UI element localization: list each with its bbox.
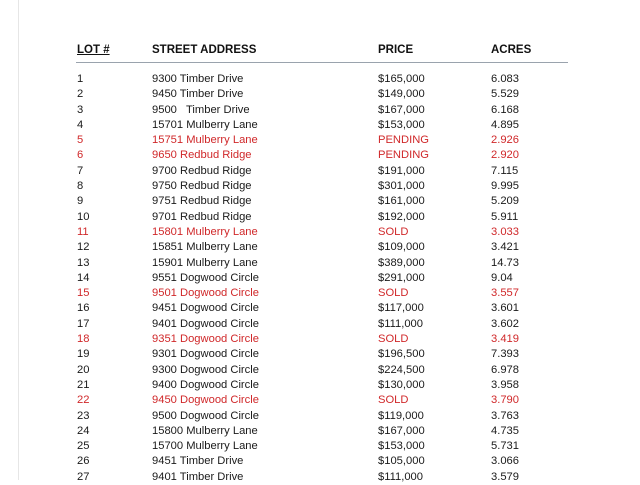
street-address-cell: 9450 Timber Drive	[152, 88, 244, 101]
lot-cell: 20	[77, 363, 90, 376]
table-row	[0, 409, 640, 424]
lot-cell: 14	[77, 271, 90, 284]
table-row	[0, 256, 640, 271]
acres-cell: 3.602	[491, 317, 519, 330]
price-cell: $165,000	[378, 73, 425, 85]
acres-cell: 2.920	[491, 149, 519, 162]
table-row	[0, 240, 640, 255]
price-cell: $161,000	[378, 195, 425, 208]
table-row	[0, 301, 640, 316]
price-cell: $109,000	[378, 241, 425, 254]
acres-cell: 9.995	[491, 180, 519, 193]
table-row	[0, 103, 640, 118]
price-cell: $130,000	[378, 378, 425, 391]
street-address-cell: 9300 Timber Drive	[152, 73, 244, 85]
price-cell: $191,000	[378, 164, 425, 177]
table-row	[0, 194, 640, 209]
table-row	[0, 179, 640, 194]
acres-cell: 5.731	[491, 440, 519, 453]
price-cell: SOLD	[378, 394, 409, 407]
acres-cell: 3.601	[491, 302, 519, 315]
street-address-cell: 15851 Mulberry Lane	[152, 241, 258, 254]
table-row	[0, 87, 640, 102]
street-address-cell: 9400 Dogwood Circle	[152, 378, 259, 391]
street-address-cell: 9351 Dogwood Circle	[152, 333, 259, 346]
street-address-cell: 9501 Dogwood Circle	[152, 287, 259, 300]
price-cell: $153,000	[378, 440, 425, 453]
price-cell: $111,000	[378, 317, 423, 330]
table-row	[0, 148, 640, 163]
street-address-cell: 15801 Mulberry Lane	[152, 225, 258, 238]
street-address-cell: 9450 Dogwood Circle	[152, 394, 259, 407]
price-cell: $301,000	[378, 180, 425, 193]
table-row	[0, 210, 640, 225]
street-address-cell: 15700 Mulberry Lane	[152, 440, 258, 453]
acres-cell: 6.978	[491, 363, 519, 376]
acres-cell: 3.557	[491, 287, 519, 300]
lot-cell: 13	[77, 256, 90, 269]
acres-cell: 3.419	[491, 333, 519, 346]
acres-cell: 6.083	[491, 73, 519, 85]
acres-cell: 5.911	[491, 210, 519, 223]
table-row	[0, 332, 640, 347]
table-row	[0, 363, 640, 378]
price-cell: $224,500	[378, 363, 425, 376]
street-address-cell: 15751 Mulberry Lane	[152, 134, 258, 147]
lot-cell: 24	[77, 424, 90, 437]
price-cell: PENDING	[378, 134, 429, 147]
price-cell: $105,000	[378, 455, 425, 468]
table-row	[0, 347, 640, 362]
table-row	[0, 439, 640, 454]
price-cell: $389,000	[378, 256, 425, 269]
table-row	[0, 454, 640, 469]
header-divider	[76, 62, 568, 63]
lot-cell: 19	[77, 348, 90, 361]
header-price: PRICE	[378, 44, 414, 56]
street-address-cell: 9300 Dogwood Circle	[152, 363, 259, 376]
street-address-cell: 9551 Dogwood Circle	[152, 271, 259, 284]
table-row	[0, 271, 640, 286]
table-row	[0, 317, 640, 332]
street-address-cell: 9701 Redbud Ridge	[152, 210, 252, 223]
price-cell: $111,000	[378, 470, 423, 483]
lot-cell: 11	[77, 225, 89, 238]
price-cell: $117,000	[378, 302, 424, 315]
price-cell: $119,000	[378, 409, 424, 422]
price-cell: $196,500	[378, 348, 425, 361]
street-address-cell: 9751 Redbud Ridge	[152, 195, 252, 208]
street-address-cell: 9750 Redbud Ridge	[152, 180, 252, 193]
acres-cell: 3.958	[491, 378, 519, 391]
lot-cell: 27	[77, 470, 90, 483]
lot-cell: 8	[77, 180, 84, 193]
street-address-cell: 9500 Timber Drive	[152, 103, 250, 116]
lot-cell: 10	[77, 210, 90, 223]
price-cell: PENDING	[378, 149, 429, 162]
lot-cell: 2	[77, 88, 84, 101]
lot-cell: 1	[77, 73, 84, 85]
acres-cell: 2.926	[491, 134, 519, 147]
price-cell: SOLD	[378, 287, 409, 300]
table-header	[0, 44, 640, 60]
table-row	[0, 225, 640, 240]
price-cell: $291,000	[378, 271, 425, 284]
acres-cell: 3.579	[491, 470, 519, 483]
acres-cell: 3.033	[491, 225, 519, 238]
street-address-cell: 9451 Dogwood Circle	[152, 302, 259, 315]
header-acres: ACRES	[491, 44, 532, 56]
acres-cell: 4.735	[491, 424, 519, 437]
lot-cell: 9	[77, 195, 84, 208]
price-cell: $153,000	[378, 118, 425, 131]
acres-cell: 9.04	[491, 271, 513, 284]
price-cell: $149,000	[378, 88, 425, 101]
acres-cell: 4.895	[491, 118, 519, 131]
acres-cell: 3.790	[491, 394, 519, 407]
table-row	[0, 133, 640, 148]
price-cell: SOLD	[378, 333, 409, 346]
table-row	[0, 378, 640, 393]
header-lot: LOT #	[77, 44, 110, 56]
acres-cell: 5.209	[491, 195, 519, 208]
lot-cell: 12	[77, 241, 90, 254]
table-row	[0, 424, 640, 439]
table-row	[0, 286, 640, 301]
acres-cell: 3.066	[491, 455, 519, 468]
acres-cell: 3.421	[491, 241, 519, 254]
street-address-cell: 15901 Mulberry Lane	[152, 256, 258, 269]
street-address-cell: 15701 Mulberry Lane	[152, 118, 258, 131]
lot-cell: 6	[77, 149, 84, 162]
street-address-cell: 9301 Dogwood Circle	[152, 348, 259, 361]
lot-cell: 18	[77, 333, 90, 346]
table-row	[0, 118, 640, 133]
street-address-cell: 9401 Dogwood Circle	[152, 317, 259, 330]
lot-cell: 23	[77, 409, 90, 422]
lot-cell: 17	[77, 317, 90, 330]
lot-cell: 15	[77, 287, 90, 300]
street-address-cell: 9451 Timber Drive	[152, 455, 244, 468]
acres-cell: 7.393	[491, 348, 519, 361]
lot-cell: 5	[77, 134, 84, 147]
lot-cell: 4	[77, 118, 84, 131]
acres-cell: 6.168	[491, 103, 519, 116]
header-street-address: STREET ADDRESS	[152, 44, 257, 56]
acres-cell: 7.115	[491, 164, 519, 177]
lot-cell: 16	[77, 302, 90, 315]
table-row	[0, 164, 640, 179]
acres-cell: 5.529	[491, 88, 519, 101]
table-row	[0, 393, 640, 408]
table-row	[0, 72, 640, 87]
price-cell: $167,000	[378, 103, 425, 116]
lot-cell: 25	[77, 440, 90, 453]
acres-cell: 14.73	[491, 256, 519, 269]
lot-cell: 3	[77, 103, 84, 116]
lot-cell: 26	[77, 455, 90, 468]
price-cell: $167,000	[378, 424, 425, 437]
street-address-cell: 9500 Dogwood Circle	[152, 409, 259, 422]
street-address-cell: 9401 Timber Drive	[152, 470, 244, 483]
street-address-cell: 15800 Mulberry Lane	[152, 424, 258, 437]
table-body	[0, 72, 640, 485]
lot-cell: 7	[77, 164, 84, 177]
street-address-cell: 9700 Redbud Ridge	[152, 164, 252, 177]
price-cell: SOLD	[378, 225, 409, 238]
acres-cell: 3.763	[491, 409, 519, 422]
table-row	[0, 470, 640, 485]
lot-cell: 21	[77, 378, 90, 391]
street-address-cell: 9650 Redbud Ridge	[152, 149, 252, 162]
lot-cell: 22	[77, 394, 90, 407]
price-cell: $192,000	[378, 210, 425, 223]
